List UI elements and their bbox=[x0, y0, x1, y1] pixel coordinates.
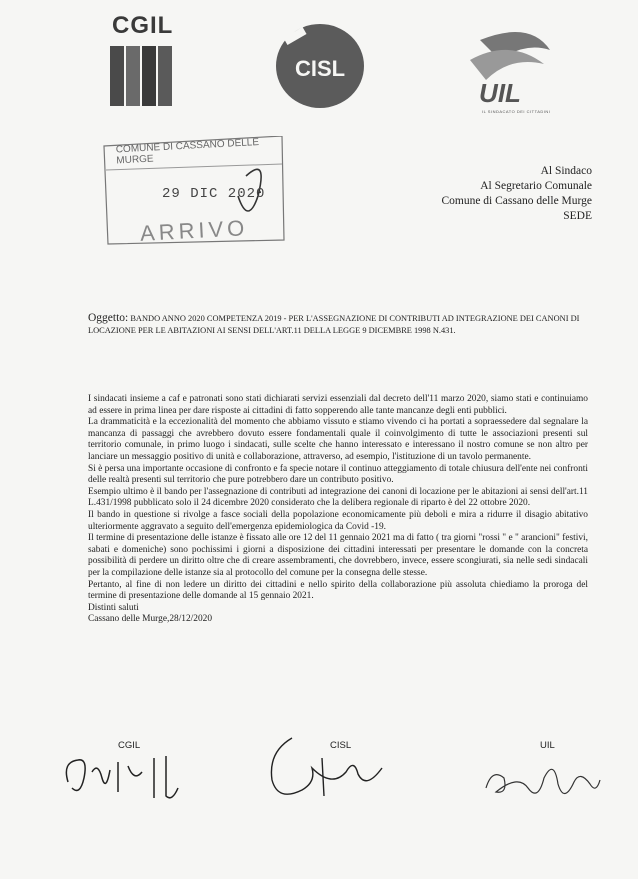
addressee-block bbox=[441, 164, 592, 224]
body-paragraph: Il bando in questione si rivolge a fasce sociali della popolazione economicamente più deboli e mira a ridurre il disagio abitativo ulteriormente aggravato a seguito dell'emergenza epidemiologica da Covid -19. bbox=[88, 509, 588, 532]
body-paragraph: I sindacati insieme a caf e patronati sono stati dichiarati servizi essenziali dal decreto dell'11 marzo 2020, siamo stati e continuiamo ad essere in prima linea per dare risposte ai cittadini di fatto sopperendo alle tante mancanze degli enti pubblici. bbox=[88, 394, 588, 416]
signature-label-uil: UIL bbox=[540, 740, 555, 751]
addressee-line: Comune di Cassano delle Murge bbox=[441, 195, 592, 207]
subject-line bbox=[88, 312, 588, 337]
addressee-line: SEDE bbox=[563, 210, 592, 222]
addressee-line: Al Sindaco bbox=[540, 165, 592, 177]
addressee-line: Al Segretario Comunale bbox=[480, 180, 592, 192]
subject-label: Oggetto: bbox=[88, 312, 129, 324]
uil-signature bbox=[478, 748, 608, 812]
stamp-date: 29 DIC 2020 bbox=[162, 186, 266, 202]
signature-label-cisl: CISL bbox=[330, 740, 352, 751]
body-paragraph: Il termine di presentazione delle istanze è fissato alle ore 12 del 11 gennaio 2021 ma di fatto ( tra giorni "rossi " e " arancioni" festivi, sabati e domeniche) sono pochissimi i giorni a disposizione dei cittadini interessati per presentare le domande con la concreta possibilità di perdere un diritto oltre che di creare assembramenti, che dovrebbero, invece, essere scongiurati, sia nelle sedi sindacali per la compilazione delle istanze sia al protocollo del comune per la consegna delle stesse. bbox=[88, 533, 588, 578]
stamp-header: COMUNE DI CASSANO DELLE MURGE bbox=[115, 137, 260, 167]
arrival-stamp bbox=[98, 136, 288, 246]
body-paragraph: La drammaticità e la eccezionalità del momento che abbiamo vissuto e stiamo vivendo ci ha portati a sopraessedere dal segnalare la mancanza di passaggi che avrebbero dovuto essere fondamentali quale il coinvolgimento di tutte le associazioni presenti sul territorio comunale, in primo luogo i sindacati, sulle scelte che hanno interessato e interessano il nostro comune se non altro per lanciare un messaggio positivo di unità e collaborazione, attraverso, ad esempio, l'istituzione di un tavolo permanente. bbox=[88, 417, 588, 462]
subject-text: BANDO ANNO 2020 COMPETENZA 2019 - PER L'ASSEGNAZIONE DI CONTRIBUTI AD INTEGRAZIONE DEI CANONI DI LOCAZIONE PER LE ABITAZIONI AI SENSI DELL'ART.11 DELLA LEGGE 9 DICEMBRE 1998 N.431. bbox=[88, 314, 580, 335]
cisl-logo-text: CISL bbox=[294, 56, 346, 81]
body-paragraph: Esempio ultimo è il bando per l'assegnazione di contributi ad integrazione dei canoni di locazione per le abitazioni ai sensi dell'art.11 L.431/1998 pubblicato solo il 24 dicembre 2020 considerato che la delibera regionale di riparto è del 22 ottobre 2020. bbox=[88, 486, 588, 509]
uil-logo bbox=[440, 20, 560, 120]
body-paragraph: Si è persa una importante occasione di confronto e fa specie notare il continuo atteggiamento di totale chiusura dell'ente nei confronti delle realtà presenti sul territorio che pure potrebbero dare un contributo positivo. bbox=[88, 463, 588, 486]
body-paragraph: Pertanto, al fine di non ledere un diritto dei cittadini e nello spirito della collaborazione più assoluta chiediamo la proroga del termine di presentazione delle domande al 15 gennaio 2021. bbox=[88, 579, 588, 602]
closing-greeting: Distinti saluti bbox=[88, 602, 139, 613]
stamp-arrivo: ARRIVO bbox=[139, 215, 249, 246]
place-date: Cassano delle Murge,28/12/2020 bbox=[88, 614, 213, 625]
cgil-logo-text: CGIL bbox=[112, 12, 174, 39]
cisl-logo bbox=[268, 18, 372, 112]
signature-label-cgil: CGIL bbox=[118, 740, 141, 751]
cgil-signature bbox=[58, 742, 198, 812]
cisl-signature bbox=[262, 728, 402, 808]
uil-logo-text: UIL bbox=[479, 78, 521, 108]
uil-tagline: IL SINDACATO DEI CITTADINI bbox=[482, 109, 551, 114]
letter-body bbox=[88, 394, 588, 626]
